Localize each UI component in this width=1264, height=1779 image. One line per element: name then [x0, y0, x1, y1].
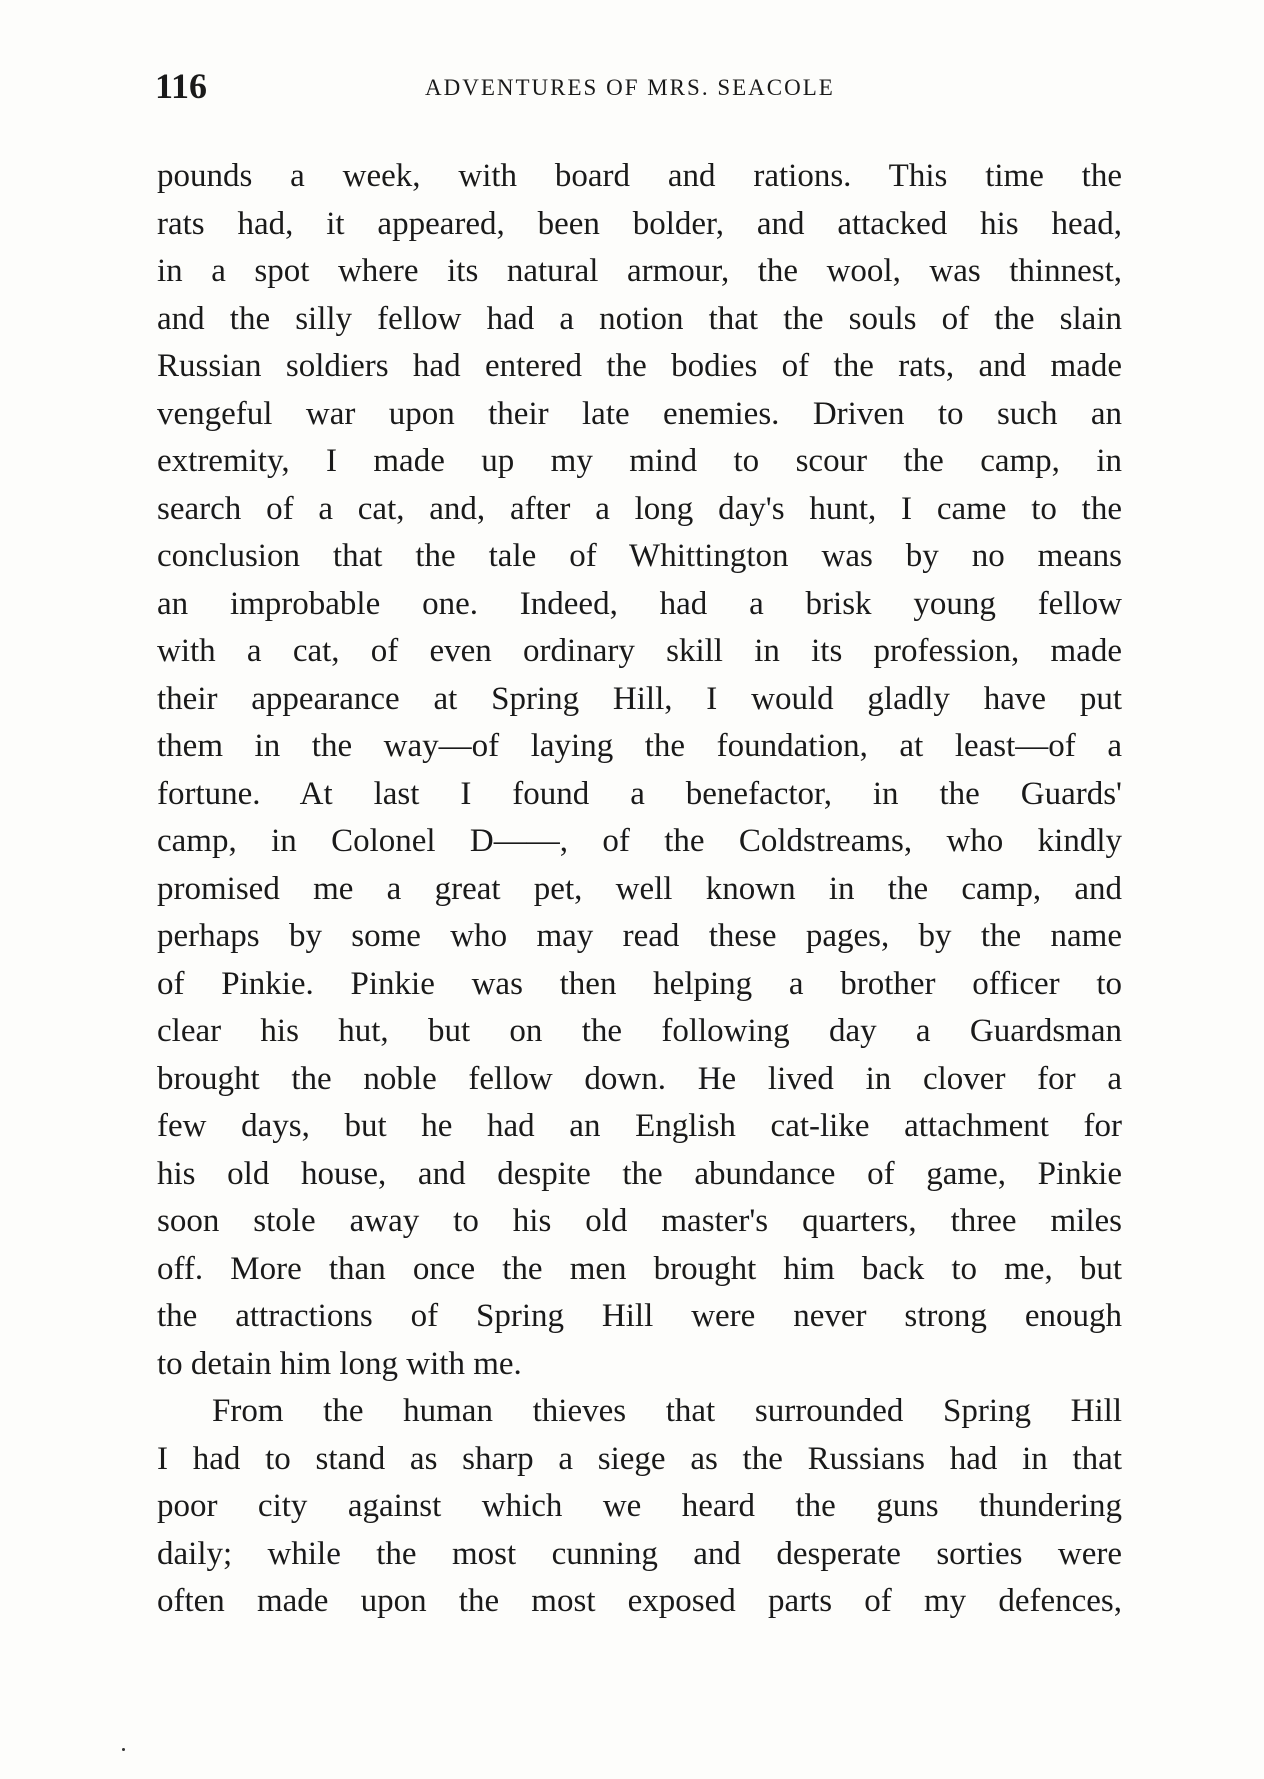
text-line: clear his hut, but on the following day a Guardsman [157, 1013, 1122, 1049]
text-line: often made upon the most exposed parts of my defences, [157, 1583, 1122, 1619]
text-line: I had to stand as sharp a siege as the Russians had in that [157, 1440, 1122, 1477]
text-line: From the human thieves that surrounded Spring Hill [212, 1393, 1122, 1429]
text-line: extremity, I made up my mind to scour the camp, in [157, 443, 1122, 479]
paragraph-1 [157, 153, 1122, 1388]
text-line: of Pinkie. Pinkie was then helping a brother officer to [157, 965, 1122, 1002]
text-line: them in the way—of laying the foundation, at least—of a [157, 728, 1122, 764]
text-line: daily; while the most cunning and desperate sorties were [157, 1535, 1122, 1572]
text-line: the attractions of Spring Hill were never strong enough [157, 1298, 1122, 1334]
body-text [157, 153, 1122, 1626]
text-line: pounds a week, with board and rations. This time the [157, 158, 1122, 194]
page-header [155, 62, 1120, 110]
text-line: and the silly fellow had a notion that the souls of the slain [157, 300, 1122, 337]
text-line: camp, in Colonel D——, of the Coldstreams, who kindly [157, 823, 1122, 859]
text-line: his old house, and despite the abundance of game, Pinkie [157, 1155, 1122, 1192]
paragraph-2 [157, 1388, 1122, 1626]
text-line: their appearance at Spring Hill, I would gladly have put [157, 680, 1122, 717]
text-line: promised me a great pet, well known in the camp, and [157, 870, 1122, 907]
page-number: 116 [155, 66, 208, 106]
text-line: few days, but he had an English cat-like attachment for [157, 1108, 1122, 1144]
text-line: rats had, it appeared, been bolder, and attacked his head, [157, 205, 1122, 242]
text-line: vengeful war upon their late enemies. Driven to such an [157, 395, 1122, 432]
text-line: poor city against which we heard the guns thundering [157, 1488, 1122, 1524]
text-line: fortune. At last I found a benefactor, in the Guards' [157, 775, 1122, 812]
text-line: soon stole away to his old master's quarters, three miles [157, 1203, 1122, 1239]
text-line: Russian soldiers had entered the bodies of the rats, and made [157, 348, 1122, 384]
text-line: conclusion that the tale of Whittington was by no means [157, 538, 1122, 574]
text-line: to detain him long with me. [157, 1345, 522, 1382]
text-line: in a spot where its natural armour, the wool, was thinnest, [157, 253, 1122, 289]
text-line: perhaps by some who may read these pages, by the name [157, 918, 1122, 954]
text-line: off. More than once the men brought him back to me, but [157, 1250, 1122, 1287]
text-line: with a cat, of even ordinary skill in its profession, made [157, 633, 1122, 669]
print-speck [122, 1748, 125, 1751]
text-line: search of a cat, and, after a long day's hunt, I came to the [157, 490, 1122, 527]
text-line: an improbable one. Indeed, had a brisk young fellow [157, 585, 1122, 622]
running-head: ADVENTURES OF MRS. SEACOLE [425, 75, 835, 100]
text-line: brought the noble fellow down. He lived in clover for a [157, 1060, 1122, 1097]
